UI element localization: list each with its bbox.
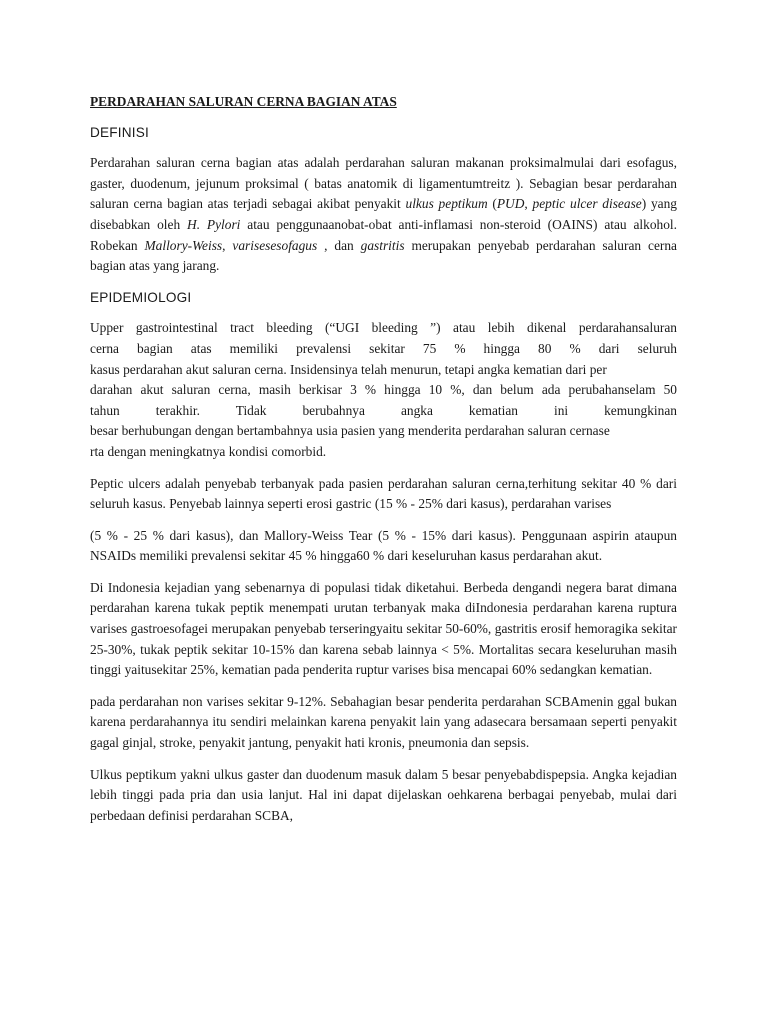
paragraph-epidemiologi-1 xyxy=(90,318,677,462)
document-page xyxy=(90,92,677,837)
italic-term: H. Pylori xyxy=(187,216,241,232)
text-line: darahan akut saluran cerna, masih berkisar 3 % hingga 10 %, dan belum ada perubahanselam 50 xyxy=(90,382,677,398)
text-line: kasus perdarahan akut saluran cerna. Insidensinya telah menurun, tetapi angka kematian dari per xyxy=(90,361,607,377)
text-run: , xyxy=(222,237,233,253)
section-heading-definisi: DEFINISI xyxy=(90,124,150,140)
section-heading-epidemiologi: EPIDEMIOLOGI xyxy=(90,289,192,305)
paragraph-epidemiologi-6: Ulkus peptikum yakni ulkus gaster dan duodenum masuk dalam 5 besar penyebabdispepsia. Angka kejadian lebih tinggi pada pria dan usia lanjut. Hal ini dapat dijelaskan oehkarena berbagai penyebab, mulai dari perbedaan definisi perdarahan SCBA, xyxy=(90,766,677,823)
text-line: Upper gastrointestinal tract bleeding (“UGI bleeding ”) atau lebih dikenal perdarahansaluran xyxy=(90,320,677,336)
paragraph-epidemiologi-2: Peptic ulcers adalah penyebab terbanyak pada pasien perdarahan saluran cerna,terhitung sekitar 40 % dari seluruh kasus. Penyebab lainnya seperti erosi gastric (15 % - 25% dari kasus), perdarahan varises xyxy=(90,475,677,512)
document-title: PERDARAHAN SALURAN CERNA BAGIAN ATAS xyxy=(90,94,397,109)
paragraph-epidemiologi-3: (5 % - 25 % dari kasus), dan Mallory-Weiss Tear (5 % - 15% dari kasus). Penggunaan aspirin ataupun NSAIDs memiliki prevalensi sekitar 45 % hingga60 % dari keseluruhan kasus perdarahan akut. xyxy=(90,527,677,564)
text-line: rta dengan meningkatnya kondisi comorbid. xyxy=(90,443,327,459)
paragraph-definisi xyxy=(90,153,677,277)
text-run: Perdarahan saluran cerna bagian atas adalah perdarahan saluran makanan proksimalmulai dari esofagus, gaster, duodenum, jejunum proksimal ( batas anatomik di ligamentumtreitz ). Sebagian besar perdarahan saluran cerna bagian atas terjadi sebagai akibat penyakit xyxy=(90,155,677,212)
italic-term: gastritis xyxy=(360,237,405,253)
text-run: , dan xyxy=(317,237,361,253)
italic-term: PUD xyxy=(496,196,525,212)
text-run: atau penggunaanobat-obat anti-inflamasi non-steroid (OAINS) atau alkohol. Robekan xyxy=(90,216,677,253)
italic-term: ulkus peptikum xyxy=(405,196,488,212)
italic-term: peptic ulcer disease xyxy=(532,196,642,212)
text-run: ( xyxy=(487,196,497,212)
text-line: tahun terakhir. Tidak berubahnya angka kematian ini kemungkinan xyxy=(90,402,677,418)
italic-term: Mallory-Weiss xyxy=(144,237,223,253)
paragraph-epidemiologi-5: pada perdarahan non varises sekitar 9-12%. Sebahagian besar penderita perdarahan SCBAmenin ggal bukan karena perdarahannya itu sendiri melainkan karena penyakit lain yang adasecara bersamaan seperti penyakit gagal ginjal, stroke, penyakit jantung, penyakit hati kronis, pneumonia dan sepsis. xyxy=(90,693,677,751)
text-run: , xyxy=(524,196,533,212)
text-run: ) yang disebabkan oleh xyxy=(90,196,677,232)
paragraph-epidemiologi-4: Di Indonesia kejadian yang sebenarnya di populasi tidak diketahui. Berbeda dengandi negera barat dimana perdarahan karena tukak peptik menempati urutan terbanyak maka diIndonesia perdarahan karena ruptura varises gastroesofagei merupakan penyebab terseringyaitu sekitar 50-60%, gastritis erosif hemoragika sekitar 25-30%, tukak peptik sekitar 10-15% dan karena sebab lainnya < 5%. Mortalitas secara keseluruhan masih tinggi yaitusekitar 25%, kematian pada penderita ruptur varises bisa mencapai 60% sedangkan kematian. xyxy=(90,579,677,678)
text-run: merupakan penyebab perdarahan saluran cerna bagian atas yang jarang. xyxy=(90,237,677,274)
text-line: besar berhubungan dengan bertambahnya usia pasien yang menderita perdarahan saluran cernase xyxy=(90,423,610,439)
text-line: cerna bagian atas memiliki prevalensi sekitar 75 % hingga 80 % dari seluruh xyxy=(90,340,677,356)
italic-term: varisesesofagus xyxy=(232,237,318,253)
